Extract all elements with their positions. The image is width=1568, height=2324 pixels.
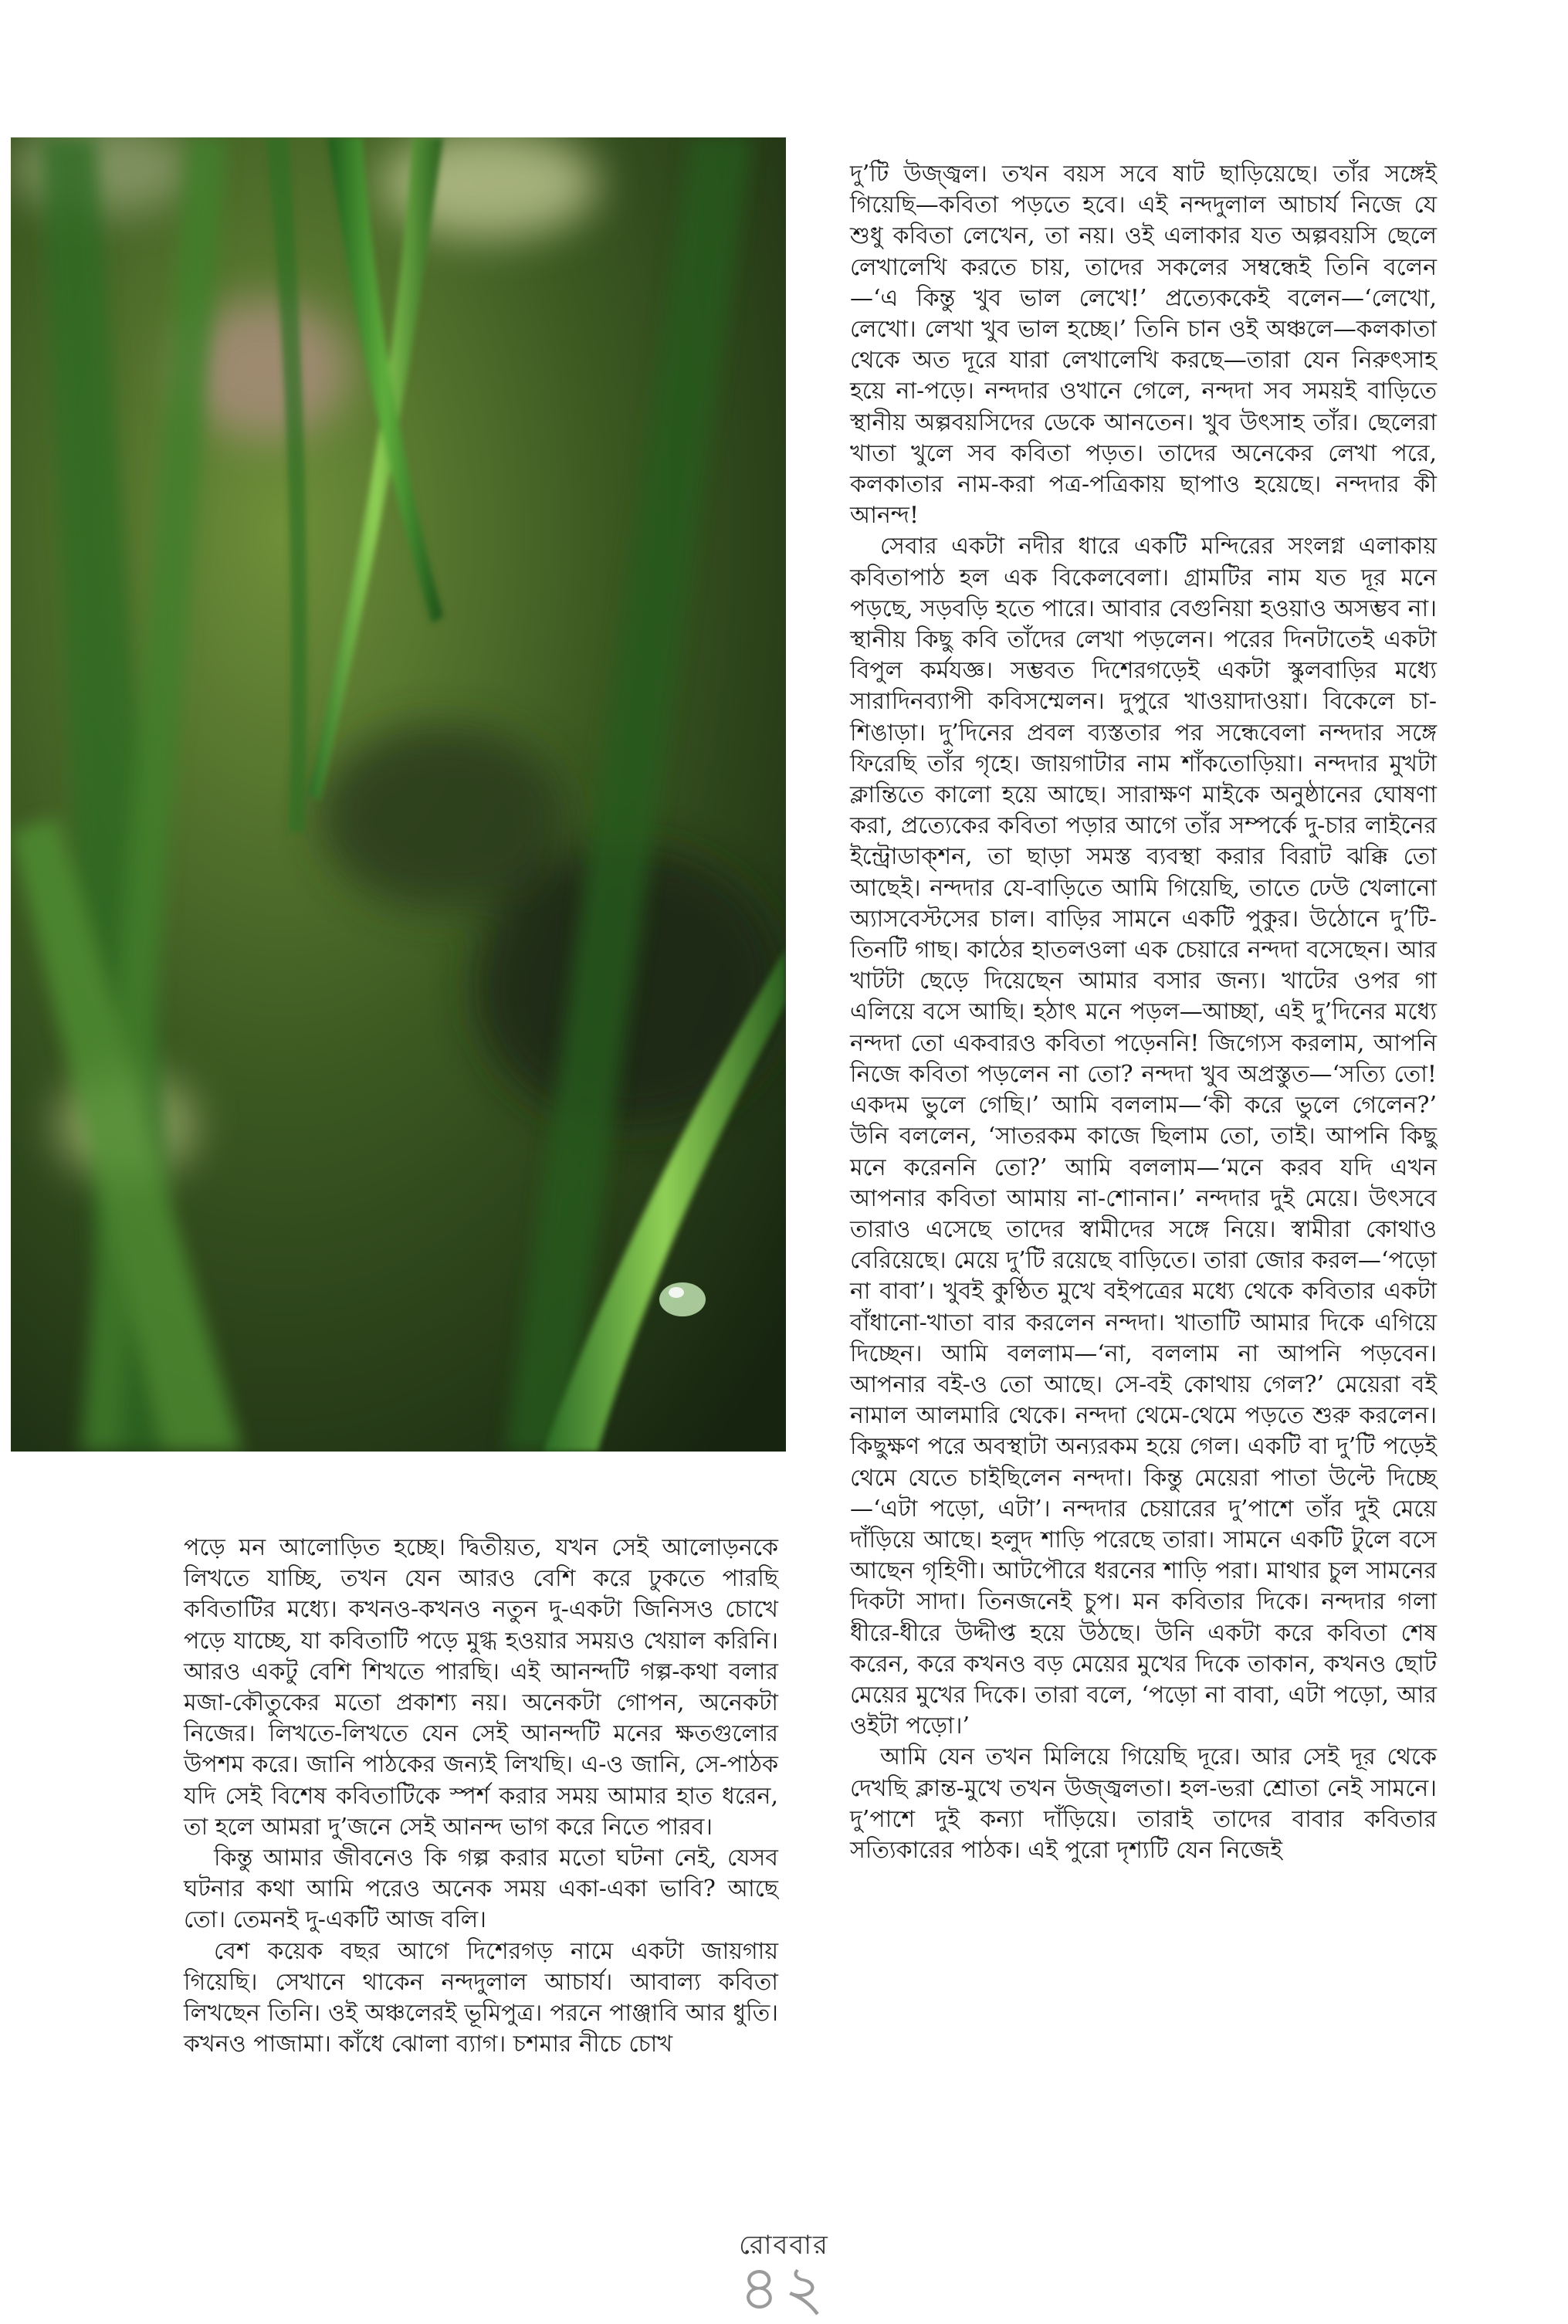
- grass-photo: [11, 137, 786, 1452]
- grass-blades-photo-icon: [11, 137, 786, 1452]
- paragraph: সেবার একটা নদীর ধারে একটি মন্দিরের সংলগ্ন এলাকায় কবিতাপাঠ হল এক বিকেলবেলা। গ্রামটির নাম যত দূর মনে পড়ছে, সড়বড়ি হতে পারে। আবার বেগুনিয়া হওয়াও অসম্ভব না। স্থানীয় কিছু কবি তাঁদের লেখা পড়লেন। পরের দিনটাতেই একটা বিপুল কর্মযজ্ঞ। সম্ভবত দিশেরগড়েই একটা স্কুলবাড়ির মধ্যে সারাদিনব্যাপী কবিসম্মেলন। দুপুরে খাওয়াদাওয়া। বিকেলে চা-শিঙাড়া। দু’দিনের প্রবল ব্যস্ততার পর সন্ধেবেলা নন্দদার সঙ্গে ফিরেছি তাঁর গৃহে। জায়গাটার নাম শাঁকতোড়িয়া। নন্দদার মুখটা ক্লান্তিতে কালো হয়ে আছে। সারাক্ষণ মাইকে অনুষ্ঠানের ঘোষণা করা, প্রত্যেকের কবিতা পড়ার আগে তাঁর সম্পর্কে দু-চার লাইনের ইন্ট্রোডাক্শন, তা ছাড়া সমস্ত ব্যবস্থা করার বিরাট ঝক্কি তো আছেই। নন্দদার যে-বাড়িতে আমি গিয়েছি, তাতে ঢেউ খেলানো অ্যাসবেস্টসের চাল। বাড়ির সামনে একটি পুকুর। উঠোনে দু’টি-তিনটি গাছ। কাঠের হাতলওলা এক চেয়ারে নন্দদা বসেছেন। আর খাটটা ছেড়ে দিয়েছেন আমার বসার জন্য। খাটের ওপর গা এলিয়ে বসে আছি। হঠাৎ মনে পড়ল—আচ্ছা, এই দু’দিনের মধ্যে নন্দদা তো একবারও কবিতা পড়েননি! জিগ্যেস করলাম, আপনি নিজে কবিতা পড়লেন না তো? নন্দদা খুব অপ্রস্তুত—‘সত্যি তো! একদম ভুলে গেছি।’ আমি বললাম—‘কী করে ভুলে গেলেন?’ উনি বললেন, ‘সাতরকম কাজে ছিলাম তো, তাই। আপনি কিছু মনে করেননি তো?’ আমি বললাম—‘মনে করব যদি এখন আপনার কবিতা আমায় না-শোনান।’ নন্দদার দুই মেয়ে। উৎসবে তারাও এসেছে তাদের স্বামীদের সঙ্গে নিয়ে। স্বামীরা কোথাও বেরিয়েছে। মেয়ে দু’টি রয়েছে বাড়িতে। তারা জোর করল—‘পড়ো না বাবা’। খুবই কুণ্ঠিত মুখে বইপত্রের মধ্যে থেকে কবিতার একটা বাঁধানো-খাতা বার করলেন নন্দদা। খাতাটি আমার দিকে এগিয়ে দিচ্ছেন। আমি বললাম—‘না, বললাম না আপনি পড়বেন। আপনার বই-ও তো আছে। সে-বই কোথায় গেল?’ মেয়েরা বই নামাল আলমারি থেকে। নন্দদা থেমে-থেমে পড়তে শুরু করলেন। কিছুক্ষণ পরে অবস্থাটা অন্যরকম হয়ে গেল। একটি বা দু’টি পড়েই থেমে যেতে চাইছিলেন নন্দদা। কিন্তু মেয়েরা পাতা উল্টে দিচ্ছে—‘এটা পড়ো, এটা’। নন্দদার চেয়ারের দু’পাশে তাঁর দুই মেয়ে দাঁড়িয়ে আছে। হলুদ শাড়ি পরেছে তারা। সামনে একটি টুলে বসে আছেন গৃহিণী। আটপৌরে ধরনের শাড়ি পরা। মাথার চুল সামনের দিকটা সাদা। তিনজনেই চুপ। মন কবিতার দিকে। নন্দদার গলা ধীরে-ধীরে উদ্দীপ্ত হয়ে উঠছে। উনি একটা করে কবিতা শেষ করেন, করে কখনও বড় মেয়ের মুখের দিকে তাকান, কখনও ছোট মেয়ের মুখের দিকে। তারা বলে, ‘পড়ো না বাবা, এটা পড়ো, আর ওইটা পড়ো।’: [850, 533, 1437, 1740]
- paragraph: পড়ে মন আলোড়িত হচ্ছে। দ্বিতীয়ত, যখন সেই আলোড়নকে লিখতে যাচ্ছি, তখন যেন আরও বেশি করে ঢুকতে পারছি কবিতাটির মধ্যে। কখনও-কখনও নতুন দু-একটা জিনিসও চোখে পড়ে যাচ্ছে, যা কবিতাটি পড়ে মুগ্ধ হওয়ার সময়ও খেয়াল করিনি। আরও একটু বেশি শিখতে পারছি। এই আনন্দটি গল্প-কথা বলার মজা-কৌতুকের মতো প্রকাশ্য নয়। অনেকটা গোপন, অনেকটা নিজের। লিখতে-লিখতে যেন সেই আনন্দটি মনের ক্ষতগুলোর উপশম করে। জানি পাঠকের জন্যই লিখছি। এ-ও জানি, সে-পাঠক যদি সেই বিশেষ কবিতাটিকে স্পর্শ করার সময় আমার হাত ধরেন, তা হলে আমরা দু’জনে সেই আনন্দ ভাগ করে নিতে পারব।: [184, 1534, 778, 1841]
- page-footer: [0, 2230, 1568, 2324]
- paragraph: কিন্তু আমার জীবনেও কি গল্প করার মতো ঘটনা নেই, যেসব ঘটনার কথা আমি পরেও অনেক সময় একা-একা ভাবি? আছে তো। তেমনই দু-একটি আজ বলি।: [184, 1845, 778, 1934]
- paragraph: দু’টি উজ্জ্বল। তখন বয়স সবে ষাট ছাড়িয়েছে। তাঁর সঙ্গেই গিয়েছি—কবিতা পড়তে হবে। এই নন্দদুলাল আচার্য নিজে যে শুধু কবিতা লেখেন, তা নয়। ওই এলাকার যত অল্পবয়সি ছেলে লেখালেখি করতে চায়, তাদের সকলের সম্বন্ধেই তিনি বলেন—‘এ কিন্তু খুব ভাল লেখে!’ প্রত্যেককেই বলেন—‘লেখো, লেখো। লেখা খুব ভাল হচ্ছে।’ তিনি চান ওই অঞ্চলে—কলকাতা থেকে অত দূরে যারা লেখালেখি করছে—তারা যেন নিরুৎসাহ হয়ে না-পড়ে। নন্দদার ওখানে গেলে, নন্দদা সব সময়ই বাড়িতে স্থানীয় অল্পবয়সিদের ডেকে আনতেন। খুব উৎসাহ তাঁর। ছেলেরা খাতা খুলে সব কবিতা পড়ত। তাদের অনেকের লেখা পরে, কলকাতার নাম-করা পত্র-পত্রিকায় ছাপাও হয়েছে। নন্দদার কী আনন্দ!: [850, 161, 1437, 530]
- paragraph: বেশ কয়েক বছর আগে দিশেরগড় নামে একটা জায়গায় গিয়েছি। সেখানে থাকেন নন্দদুলাল আচার্য। আবাল্য কবিতা লিখছেন তিনি। ওই অঞ্চলেরই ভূমিপুত্র। পরনে পাঞ্জাবি আর ধুতি। কখনও পাজামা। কাঁধে ঝোলা ব্যাগ। চশমার নীচে চোখ: [184, 1937, 778, 2058]
- magazine-name: রোববার: [739, 2230, 829, 2261]
- article-column-right: [850, 159, 1437, 1866]
- paragraph: আমি যেন তখন মিলিয়ে গিয়েছি দূরে। আর সেই দূর থেকে দেখছি ক্লান্ত-মুখে তখন উজ্জ্বলতা। হল-ভরা শ্রোতা নেই সামনে। দু’পাশে দুই কন্যা দাঁড়িয়ে। তারাই তাদের বাবার কবিতার সত্যিকারের পাঠক। এই পুরো দৃশ্যটি যেন নিজেই: [850, 1743, 1437, 1864]
- page-number: ৪২: [739, 2252, 829, 2324]
- water-droplet-icon: [659, 1282, 706, 1316]
- article-column-left: [184, 1533, 778, 2060]
